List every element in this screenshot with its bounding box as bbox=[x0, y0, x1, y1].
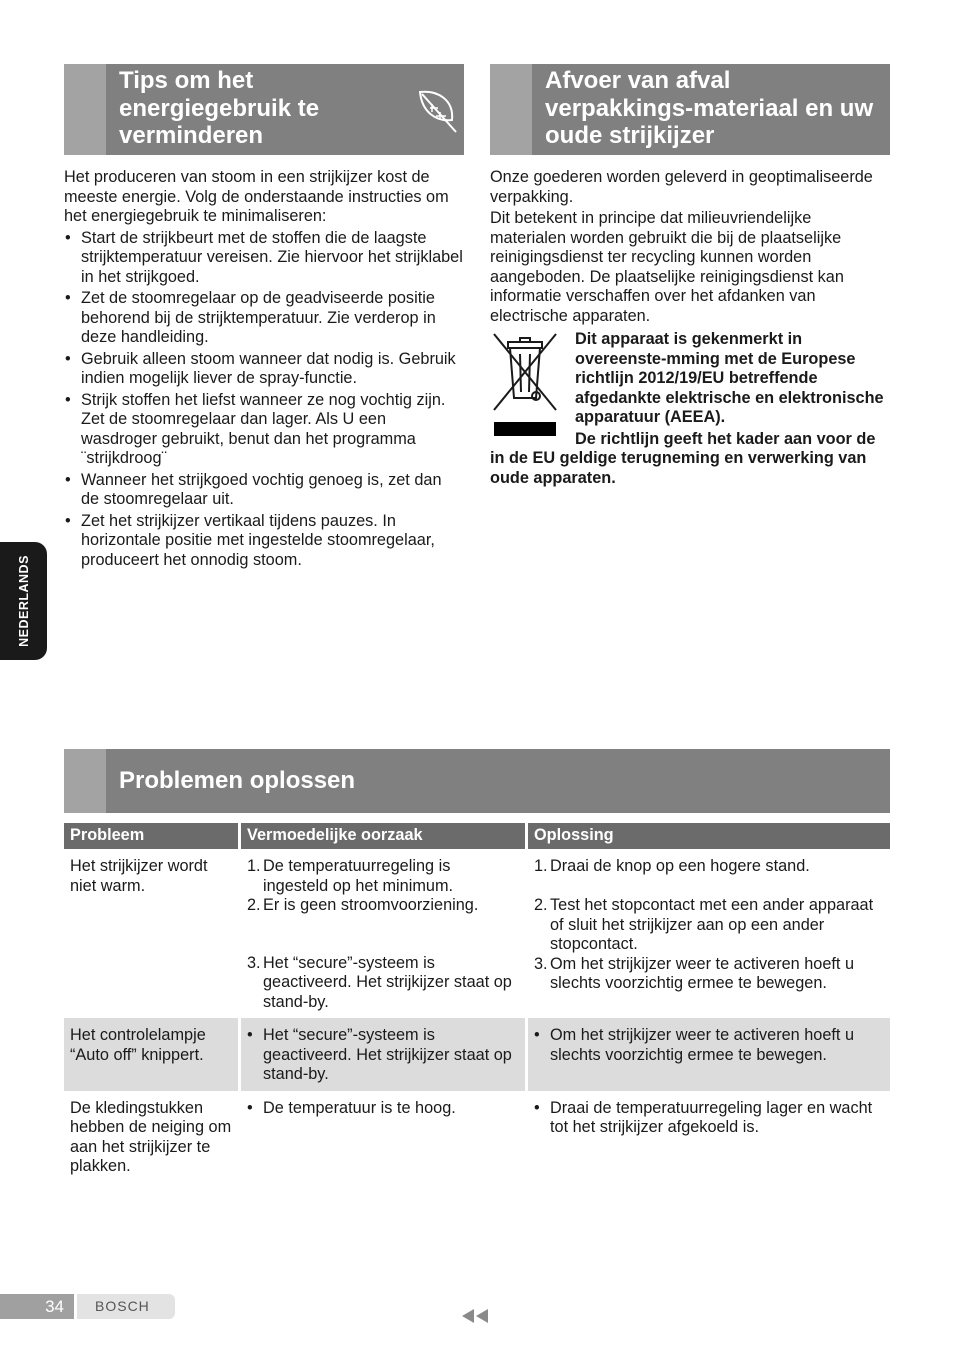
crossed-out-bin-icon bbox=[490, 330, 560, 416]
waste-section-body bbox=[490, 168, 890, 488]
list-item: • De temperatuur is te hoog. bbox=[247, 1098, 456, 1117]
tips-section-title: Tips om het energiegebruik te verminderen bbox=[119, 67, 320, 149]
waste-paragraph-1: Onze goederen worden geleverd in geoptimaliseerde verpakking. bbox=[490, 168, 873, 206]
waste-section-header bbox=[490, 64, 890, 155]
list-item: • Zet de stoomregelaar op de geadviseerde positie behorend bij de strijktemperatuur. Zie verderop in deze handleiding. bbox=[65, 289, 436, 346]
cause-cell bbox=[241, 1091, 528, 1183]
solution-cell bbox=[528, 1091, 890, 1183]
list-item: • Wanneer het strijkgoed vochtig genoeg is, zet dan de stoomregelaar uit. bbox=[65, 470, 442, 508]
weee-symbol bbox=[490, 330, 568, 436]
list-item: 3. Het “secure”-systeem is geactiveerd. Het strijkijzer staat op stand-by. bbox=[247, 953, 512, 1011]
problems-section-header bbox=[64, 749, 890, 813]
brand-label: BOSCH bbox=[77, 1294, 175, 1319]
troubleshooting-table bbox=[64, 823, 890, 1183]
problem-cell: Het controlelampje “Auto off” knippert. bbox=[64, 1018, 241, 1091]
list-item: • Om het strijkijzer weer te activeren hoeft u slechts voorzichtig ermee te bewegen. bbox=[534, 1026, 855, 1064]
column-header-solution: Oplossing bbox=[528, 823, 890, 849]
cause-cell bbox=[241, 1018, 528, 1091]
list-item: 3. Om het strijkijzer weer te activeren hoeft u slechts voorzichtig ermee te bewegen. bbox=[534, 954, 855, 992]
header-accent-strip bbox=[490, 64, 532, 155]
weee-notice: Dit apparaat is gekenmerkt in overeenste-mming met de Europese richtlijn 2012/19/EU betreffende afgedankte elektrische en elektronische apparatuur (AEEA). bbox=[575, 330, 884, 426]
list-item: 2. Er is geen stroomvoorziening. bbox=[247, 896, 479, 914]
tips-list bbox=[64, 229, 464, 571]
language-label: NEDERLANDS bbox=[16, 555, 31, 647]
weee-directive-note: De richtlijn geeft het kader aan voor de in de EU geldige terugneming en verwerking van oude apparaten. bbox=[490, 429, 876, 487]
tips-section-body bbox=[64, 168, 464, 572]
waste-section-title: Afvoer van afval verpakkings-materiaal en uw oude strijkijzer bbox=[545, 67, 874, 149]
problems-section-title: Problemen oplossen bbox=[119, 767, 356, 794]
problem-cell: De kledingstukken hebben de neiging om aan het strijkijzer te plakken. bbox=[64, 1091, 241, 1183]
weee-bar bbox=[494, 422, 556, 436]
page-number: 34 bbox=[0, 1294, 74, 1319]
leaf-icon bbox=[416, 86, 458, 134]
solution-cell bbox=[528, 849, 890, 1018]
header-accent-strip bbox=[64, 749, 106, 813]
list-item: 1. Draai de knop op een hogere stand. bbox=[534, 857, 810, 875]
column-header-cause: Vermoedelijke oorzaak bbox=[241, 823, 528, 849]
tips-section-header bbox=[64, 64, 464, 155]
tips-intro: Het produceren van stoom in een strijkijzer kost de meeste energie. Volg de onderstaande instructies om het energiegebruik te minimaliseren: bbox=[64, 168, 449, 225]
list-item: 2. Test het stopcontact met een ander apparaat of sluit het strijkijzer aan op een ander stopcontact. bbox=[534, 896, 874, 953]
problem-cell: Het strijkijzer wordt niet warm. bbox=[64, 849, 241, 1018]
list-item: • Zet het strijkijzer vertikaal tijdens pauzes. In horizontale positie met ingestelde stoomregelaar, produceert het onnodig stoom. bbox=[65, 511, 435, 569]
list-item: • Draai de temperatuurregeling lager en wacht tot het strijkijzer afgekoeld is. bbox=[534, 1098, 873, 1136]
previous-page-icon[interactable] bbox=[462, 1309, 490, 1323]
solution-cell bbox=[528, 1018, 890, 1091]
list-item: • Het “secure”-systeem is geactiveerd. Het strijkijzer staat op stand-by. bbox=[247, 1026, 512, 1083]
table-row bbox=[64, 849, 890, 1018]
language-side-tab bbox=[0, 542, 47, 660]
column-header-problem: Probleem bbox=[64, 823, 241, 849]
list-item: • Start de strijkbeurt met de stoffen die de laagste strijktemperatuur vereisen. Zie hiervoor het strijklabel in het strijkgoed. bbox=[65, 228, 463, 286]
list-item: • Strijk stoffen het liefst wanneer ze nog vochtig zijn. Zet de stoomregelaar dan lager. Als U een wasdroger gebruikt, benut dan het programma ¨strijkdroog¨ bbox=[65, 390, 446, 467]
list-item: 1. De temperatuurregeling is ingesteld op het minimum. bbox=[247, 857, 454, 895]
table-header-row bbox=[64, 823, 890, 849]
header-accent-strip bbox=[64, 64, 106, 155]
list-item: • Gebruik alleen stoom wanneer dat nodig is. Gebruik indien mogelijk liever de spray-functie. bbox=[65, 349, 456, 387]
waste-paragraph-2: Dit betekent in principe dat milieuvriendelijke materialen worden gebruikt die bij de plaatselijke reinigingsdienst ter recycling kunnen worden aangeboden. De plaatselijke reinigingsdienst kan informatie verschaffen over het afdanken van electrische apparaten. bbox=[490, 209, 844, 325]
table-row bbox=[64, 1018, 890, 1091]
table-row bbox=[64, 1091, 890, 1183]
weee-block bbox=[490, 330, 890, 488]
cause-cell bbox=[241, 849, 528, 1018]
